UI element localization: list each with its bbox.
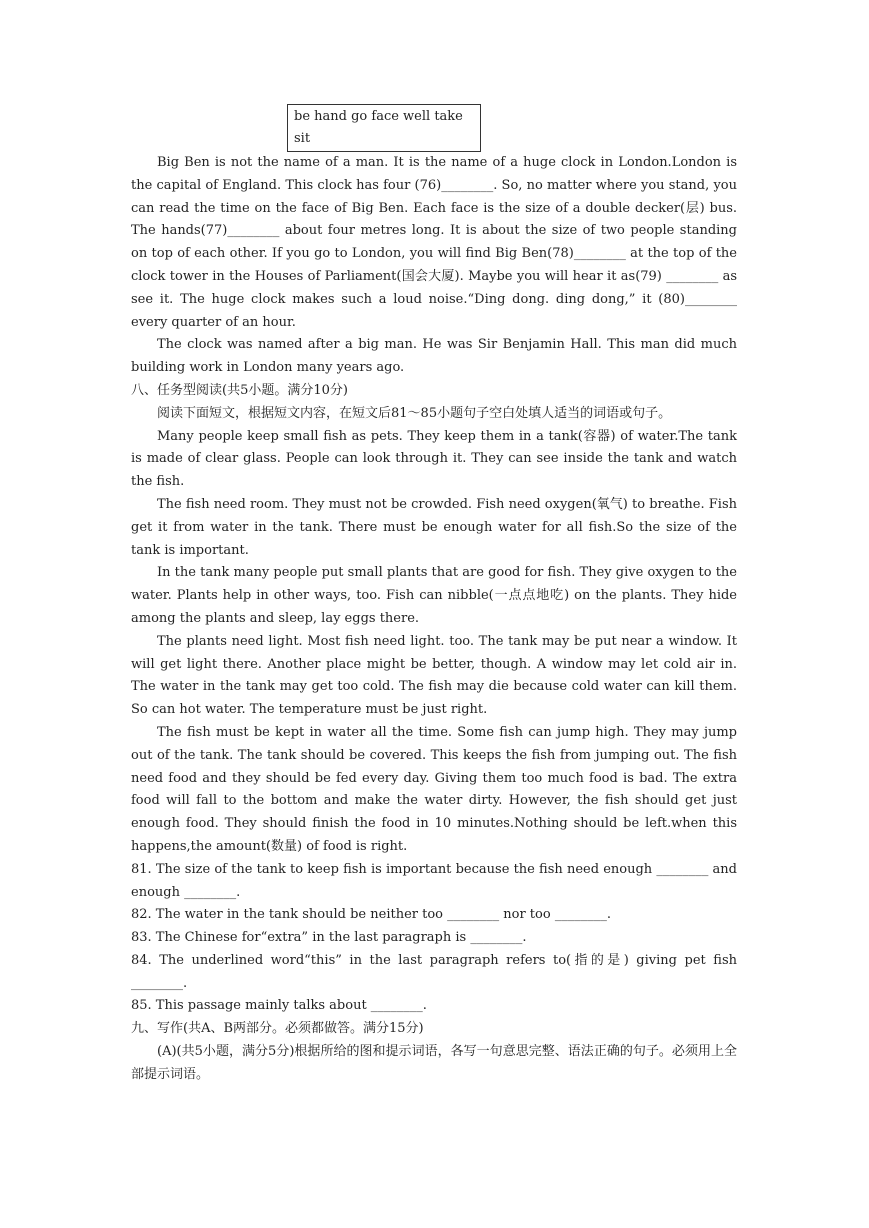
reading-paragraph-5: The fish must be kept in water all the time. Some fish can jump high. They may jump out of the tank. The tank should be covered. This keeps the fish from jumping out. The fish need food and they should be fed every day. Giving them too much food is bad. The extra food will fall to the bottom and make the water dirty. However, the fish should get just enough food. They should finish the food in 10 minutes.Nothing should be left.when this happens,the amount(数量) of food is right. xyxy=(131,724,737,854)
cloze-paragraph-2: The clock was named after a big man. He was Sir Benjamin Hall. This man did much building work in London many years ago. xyxy=(131,337,737,376)
section8-heading: 八、任务型阅读(共5小题。满分10分) xyxy=(131,382,348,398)
question-85: 85. This passage mainly talks about ________. xyxy=(131,998,427,1014)
word-bank-box: be hand go face well take sit xyxy=(287,104,481,152)
question-84: 84. The underlined word“this” in the last paragraph refers to(指的是) giving pet fish ________. xyxy=(131,952,737,991)
reading-paragraph-2: The fish need room. They must not be crowded. Fish need oxygen(氧气) to breathe. Fish get it from water in the tank. There must be enough water for all fish.So the size of the tank is important. xyxy=(131,496,737,558)
exam-page xyxy=(131,104,737,1087)
question-82: 82. The water in the tank should be neither too ________ nor too ________. xyxy=(131,907,611,923)
reading-paragraph-1: Many people keep small fish as pets. They keep them in a tank(容器) of water.The tank is made of clear glass. People can look through it. They can see inside the tank and watch the fish. xyxy=(131,428,737,490)
section9-part-a: (A)(共5小题，满分5分)根据所给的图和提示词语，各写一句意思完整、语法正确的句子。必须用上全部提示词语。 xyxy=(131,1044,737,1082)
cloze-paragraph-1: Big Ben is not the name of a man. It is the name of a huge clock in London.London is the capital of England. This clock has four (76)________. So, no matter where you stand, you can read the time on the face of Big Ben. Each face is the size of a double decker(层) bus. The hands(77)________ about four metres long. It is about the size of two people standing on top of each other. If you go to London, you will find Big Ben(78)________ at the top of the clock tower in the Houses of Parliament(国会大厦). Maybe you will hear it as(79) ________ as see it. The huge clock makes such a loud noise.“Ding dong. ding dong,” it (80)________ every quarter of an hour. xyxy=(131,155,737,330)
section8-instruction: 阅读下面短文，根据短文内容，在短文后81～85小题句子空白处填人适当的词语或句子。 xyxy=(157,405,672,421)
question-81: 81. The size of the tank to keep fish is important because the fish need enough ________ and enough ________. xyxy=(131,861,737,900)
question-83: 83. The Chinese for“extra” in the last paragraph is ________. xyxy=(131,930,527,946)
reading-paragraph-4: The plants need light. Most fish need light. too. The tank may be put near a window. It will get light there. Another place might be better, though. A window may let cold air in. The water in the tank may get too cold. The fish may die because cold water can kill them. So can hot water. The temperature must be just right. xyxy=(131,633,737,718)
section9-heading: 九、写作(共A、B两部分。必须都做答。满分15分) xyxy=(131,1021,424,1037)
reading-paragraph-3: In the tank many people put small plants that are good for fish. They give oxygen to the water. Plants help in other ways, too. Fish can nibble(一点点地吃) on the plants. They hide among the plants and sleep, lay eggs there. xyxy=(131,565,737,626)
